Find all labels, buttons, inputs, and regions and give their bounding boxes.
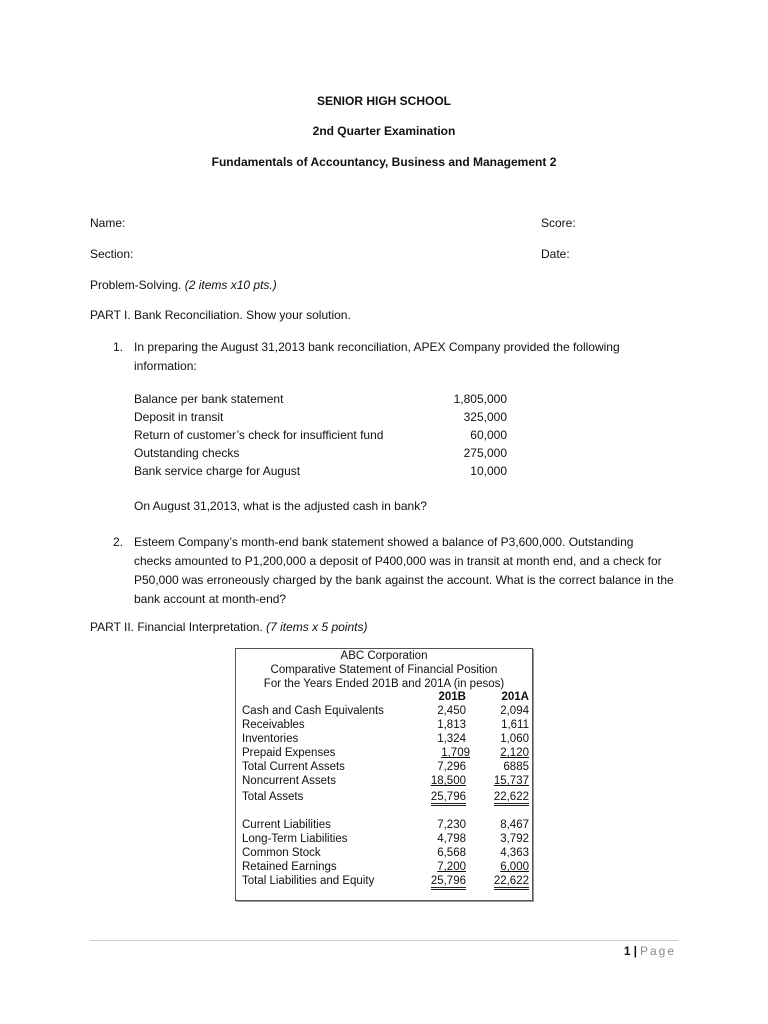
fs-row-label: Total Current Assets: [242, 761, 345, 773]
q1-number: 1.: [113, 340, 124, 354]
section-field-label: Section:: [90, 247, 134, 261]
fs-row: [236, 761, 532, 775]
fs-column-headers: [236, 691, 532, 705]
date-field-label: Date:: [541, 247, 570, 261]
problem-solving-instruction: [90, 278, 277, 292]
fs-row: [236, 833, 532, 847]
fs-row-value-201a: 6,000: [500, 861, 529, 873]
q2-text: Esteem Company’s month-end bank statement showed a balance of P3,600,000. Outstanding checks amounted to P1,200,000 a deposit of P400,000 was in transit at month end, and a check for P50,000 was erroneously charged by the bank against the account. What is the correct balance in the bank account at month-end?: [134, 535, 674, 606]
q1-item-label: Return of customer’s check for insufficient fund: [134, 428, 384, 442]
fs-row-value-201b: 1,709: [441, 747, 470, 759]
fs-row-label: Retained Earnings: [242, 861, 337, 873]
page-number: 1: [623, 944, 631, 958]
fs-row-label: Prepaid Expenses: [242, 747, 336, 759]
q1-item-label: Deposit in transit: [134, 410, 224, 424]
fs-title: Comparative Statement of Financial Position: [270, 664, 498, 676]
fs-row-value-201a: 8,467: [500, 819, 529, 831]
fs-row: [236, 847, 532, 861]
fs-row-value-201a: 1,060: [500, 733, 529, 745]
fs-row-value-201b: 25,796: [431, 875, 466, 890]
fs-col2-header: 201A: [501, 691, 529, 703]
q1-item: [134, 392, 514, 410]
q1-item: [134, 464, 514, 482]
fs-row-label: Total Assets: [242, 791, 304, 803]
fs-row-value-201b: 6,568: [437, 847, 466, 859]
fs-row-value-201b: 1,813: [437, 719, 466, 731]
fs-row: [236, 733, 532, 747]
subject-title: Fundamentals of Accountancy, Business and Management 2: [211, 155, 557, 169]
fs-row: [236, 861, 532, 875]
q1-text: In preparing the August 31,2013 bank reconciliation, APEX Company provided the following information:: [134, 340, 620, 373]
fs-row-label: Inventories: [242, 733, 299, 745]
fs-row-value-201b: 7,200: [437, 861, 466, 873]
q1-item-label: Bank service charge for August: [134, 464, 301, 478]
problem-solving-points: (2 items x10 pts.): [184, 278, 277, 292]
part2-label: PART II. Financial Interpretation.: [90, 620, 263, 634]
footer-separator: |: [633, 944, 637, 958]
fs-row-value-201b: 25,796: [431, 791, 466, 806]
fs-row-label: Current Liabilities: [242, 819, 331, 831]
q1-item-amount: 60,000: [470, 428, 507, 442]
problem-solving-label: Problem-Solving.: [90, 278, 182, 292]
q1-item-amount: 10,000: [470, 464, 507, 478]
q2-number: 2.: [113, 535, 124, 549]
fs-row-value-201b: 2,450: [437, 705, 466, 717]
fs-row-value-201a: 2,120: [500, 747, 529, 759]
fs-row-value-201a: 1,611: [501, 719, 529, 731]
page-footer: [624, 944, 676, 958]
fs-row-value-201a: 22,622: [494, 791, 529, 806]
fs-row-value-201a: 4,363: [500, 847, 529, 859]
q1-item-label: Outstanding checks: [134, 446, 240, 460]
fs-row-value-201b: 18,500: [430, 775, 466, 787]
fs-row: [236, 719, 532, 733]
financial-statement-table: [235, 648, 533, 901]
fs-row-total: [236, 875, 532, 889]
fs-row-value-201a: 15,737: [493, 775, 529, 787]
fs-col1-header: 201B: [438, 691, 466, 703]
fs-row: [236, 775, 532, 789]
page-word: Page: [639, 944, 676, 958]
fs-row-value-201a: 3,792: [500, 833, 529, 845]
score-field-label: Score:: [541, 216, 576, 230]
fs-row-total: [236, 791, 532, 805]
name-field-label: Name:: [90, 216, 126, 230]
fs-row-value-201a: 22,622: [494, 875, 529, 890]
fs-period: For the Years Ended 201B and 201A (in pesos): [263, 678, 505, 690]
q1-item-amount: 275,000: [463, 446, 507, 460]
fs-row-label: Long-Term Liabilities: [242, 833, 348, 845]
school-title: SENIOR HIGH SCHOOL: [316, 94, 451, 108]
part2-points: (7 items x 5 points): [266, 620, 368, 634]
exam-title: 2nd Quarter Examination: [312, 124, 456, 138]
fs-row-value-201b: 7,230: [437, 819, 466, 831]
q1-item-label: Balance per bank statement: [134, 392, 284, 406]
fs-row-value-201b: 7,296: [437, 761, 466, 773]
fs-row-label: Receivables: [242, 719, 305, 731]
q1-item-amount: 325,000: [463, 410, 507, 424]
fs-row-label: Cash and Cash Equivalents: [242, 705, 384, 717]
q1-item-amount: 1,805,000: [453, 392, 507, 406]
fs-company: ABC Corporation: [340, 650, 428, 662]
q1-item: [134, 446, 514, 464]
fs-row-label: Common Stock: [242, 847, 321, 859]
q1-question: On August 31,2013, what is the adjusted cash in bank?: [134, 499, 427, 513]
fs-row-label: Noncurrent Assets: [242, 775, 336, 787]
fs-row: [236, 705, 532, 719]
q1-item: [134, 428, 514, 446]
fs-row-value-201b: 1,324: [437, 733, 466, 745]
fs-row-value-201a: 2,094: [500, 705, 529, 717]
part2-heading: [90, 620, 367, 634]
footer-divider: [90, 940, 678, 941]
part1-heading: PART I. Bank Reconciliation. Show your solution.: [90, 308, 351, 322]
fs-row: [236, 747, 532, 761]
fs-row: [236, 819, 532, 833]
fs-row-value-201a: 6885: [503, 761, 529, 773]
fs-row-label: Total Liabilities and Equity: [242, 875, 375, 887]
q1-item: [134, 410, 514, 428]
fs-row-value-201b: 4,798: [437, 833, 466, 845]
